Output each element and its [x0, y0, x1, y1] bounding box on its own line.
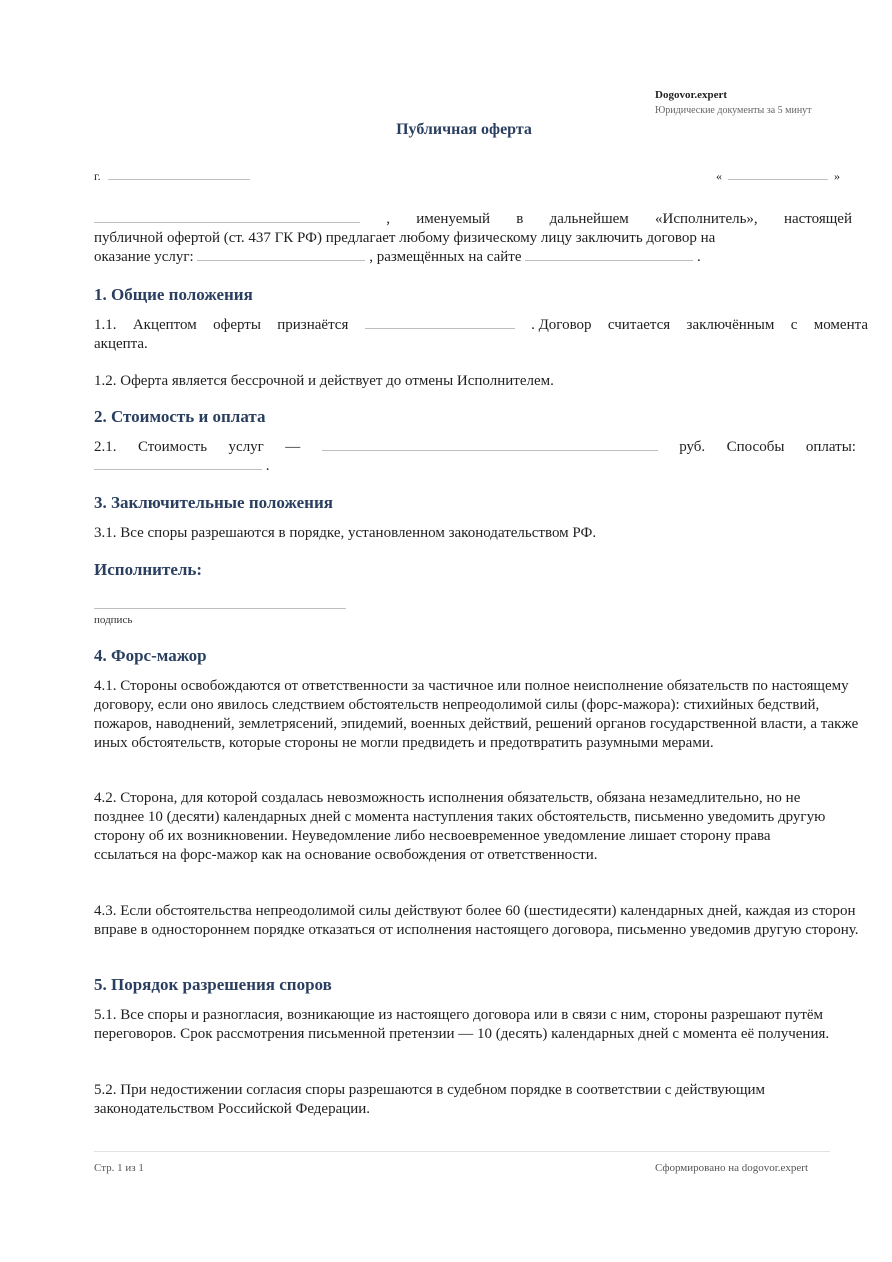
clause-3-1: 3.1. Все споры разрешаются в порядке, установленном законодательством РФ.: [94, 525, 597, 541]
clause-4-3: 4.3. Если обстоятельства непреодолимой силы действуют более 60 (шестидесяти) календарных дней, каждая из сторон вправе в одностороннем порядке отказаться от исполнения настоящего договора, письменно уведомив другую сторону.: [94, 903, 859, 938]
intro-line-1: [94, 210, 852, 229]
site-blank: [525, 249, 693, 261]
date-blank: [728, 168, 828, 180]
footer-page-number: Стр. 1 из 1: [94, 1162, 144, 1174]
clause-period: .: [265, 458, 270, 474]
section-2-heading: 2. Стоимость и оплата: [94, 407, 266, 426]
city-blank: [108, 168, 250, 180]
intro-word: в: [516, 211, 524, 227]
payment-methods-blank: [94, 458, 262, 470]
intro-word: настоящей: [783, 211, 852, 227]
intro-services-label: оказание услуг:: [94, 249, 194, 265]
clause-4-1: 4.1. Стороны освобождаются от ответственности за частичное или полное неисполнение обязательств по настоящему договору, если оно явилось следствием обстоятельств непреодолимой силы (форс-мажора): стихийных бедствий, пожаров, наводнений, землетрясений, эпидемий, военных действий, решений органов государственной власти, а также иных обстоятельств, которые стороны не могли предвидеть и предотвратить разумными мерами.: [94, 678, 859, 751]
clause-word: 1.1.: [94, 317, 117, 333]
intro-line-2: публичной офертой (ст. 437 ГК РФ) предлагает любому физическому лицу заключить договор на: [94, 230, 716, 246]
city-line: [94, 168, 250, 184]
clause-word: признаётся: [277, 317, 349, 333]
clause-2-1-line-1: [94, 438, 856, 457]
clause-word: услуг: [228, 439, 264, 455]
signature-line: [94, 608, 346, 609]
clause-word: Стоимость: [137, 439, 208, 455]
document-title: Публичная оферта: [396, 121, 532, 138]
section-5-heading: 5. Порядок разрешения споров: [94, 975, 332, 994]
signature-caption: подпись: [94, 614, 133, 626]
section-1-heading: 1. Общие положения: [94, 285, 253, 304]
clause-word: руб.: [679, 439, 706, 455]
clause-word: . Договор: [531, 317, 592, 333]
executor-name-blank: [94, 211, 360, 223]
clause-1-1-line-2: акцепта.: [94, 336, 148, 352]
clause-word: —: [285, 439, 301, 455]
intro-word: дальнейшем: [549, 211, 629, 227]
price-blank: [322, 439, 658, 451]
clause-4-2: 4.2. Сторона, для которой создалась невозможность исполнения обязательств, обязана незамедлительно, но не позднее 10 (десяти) календарных дней с момента наступления таких обстоятельств, письменно уведомить другую сторону об их возникновении. Неуведомление либо несвоевременное уведомление лишает сторону права ссылаться на форс-мажор как на основание освобождения от ответственности.: [94, 790, 826, 863]
city-prefix: г.: [94, 169, 101, 183]
brand-tagline: Юридические документы за 5 минут: [655, 105, 812, 116]
clause-2-1-line-2: [94, 457, 856, 476]
intro-line-3: [94, 248, 852, 267]
intro-paragraph: [94, 210, 852, 267]
clause-word: с: [790, 317, 798, 333]
intro-comma: ,: [386, 211, 390, 227]
clause-word: оплаты:: [805, 439, 856, 455]
clause-word: Способы: [726, 439, 785, 455]
clause-word: оферты: [213, 317, 261, 333]
intro-site-label: , размещённых на сайте: [369, 249, 522, 265]
clause-2-1: [94, 438, 856, 476]
date-open-quote: «: [716, 169, 722, 183]
clause-word: момента: [813, 317, 868, 333]
intro-word: «Исполнитель»,: [655, 211, 758, 227]
clause-1-1: [94, 316, 868, 354]
clause-5-2: 5.2. При недостижении согласия споры разрешаются в судебном порядке в соответствии с действующим законодательством Российской Федерации.: [94, 1082, 766, 1117]
section-4-heading: 4. Форс-мажор: [94, 646, 207, 665]
section-3-heading: 3. Заключительные положения: [94, 493, 333, 512]
acceptance-blank: [365, 317, 515, 329]
clause-5-1: 5.1. Все споры и разногласия, возникающие из настоящего договора или в связи с ним, стороны разрешают путём переговоров. Срок рассмотрения письменной претензии — 10 (десять) календарных дней с момента её получения.: [94, 1007, 830, 1042]
clause-word: 2.1.: [94, 439, 117, 455]
clause-word: считается: [607, 317, 671, 333]
intro-period: .: [697, 249, 701, 265]
date-line: [716, 168, 840, 184]
footer-generated-link: Сформировано на dogovor.expert: [655, 1162, 809, 1174]
services-blank: [197, 249, 365, 261]
executor-signature-heading: Исполнитель:: [94, 560, 203, 579]
clause-1-1-line-1: [94, 316, 868, 335]
clause-word: заключённым: [686, 317, 775, 333]
clause-word: Акцептом: [132, 317, 197, 333]
clause-1-2: 1.2. Оферта является бессрочной и действует до отмены Исполнителем.: [94, 373, 554, 389]
brand-name: Dogovor.expert: [655, 89, 727, 101]
footer-divider: [94, 1151, 830, 1152]
intro-word: именуемый: [416, 211, 491, 227]
date-close-quote: »: [834, 169, 840, 183]
